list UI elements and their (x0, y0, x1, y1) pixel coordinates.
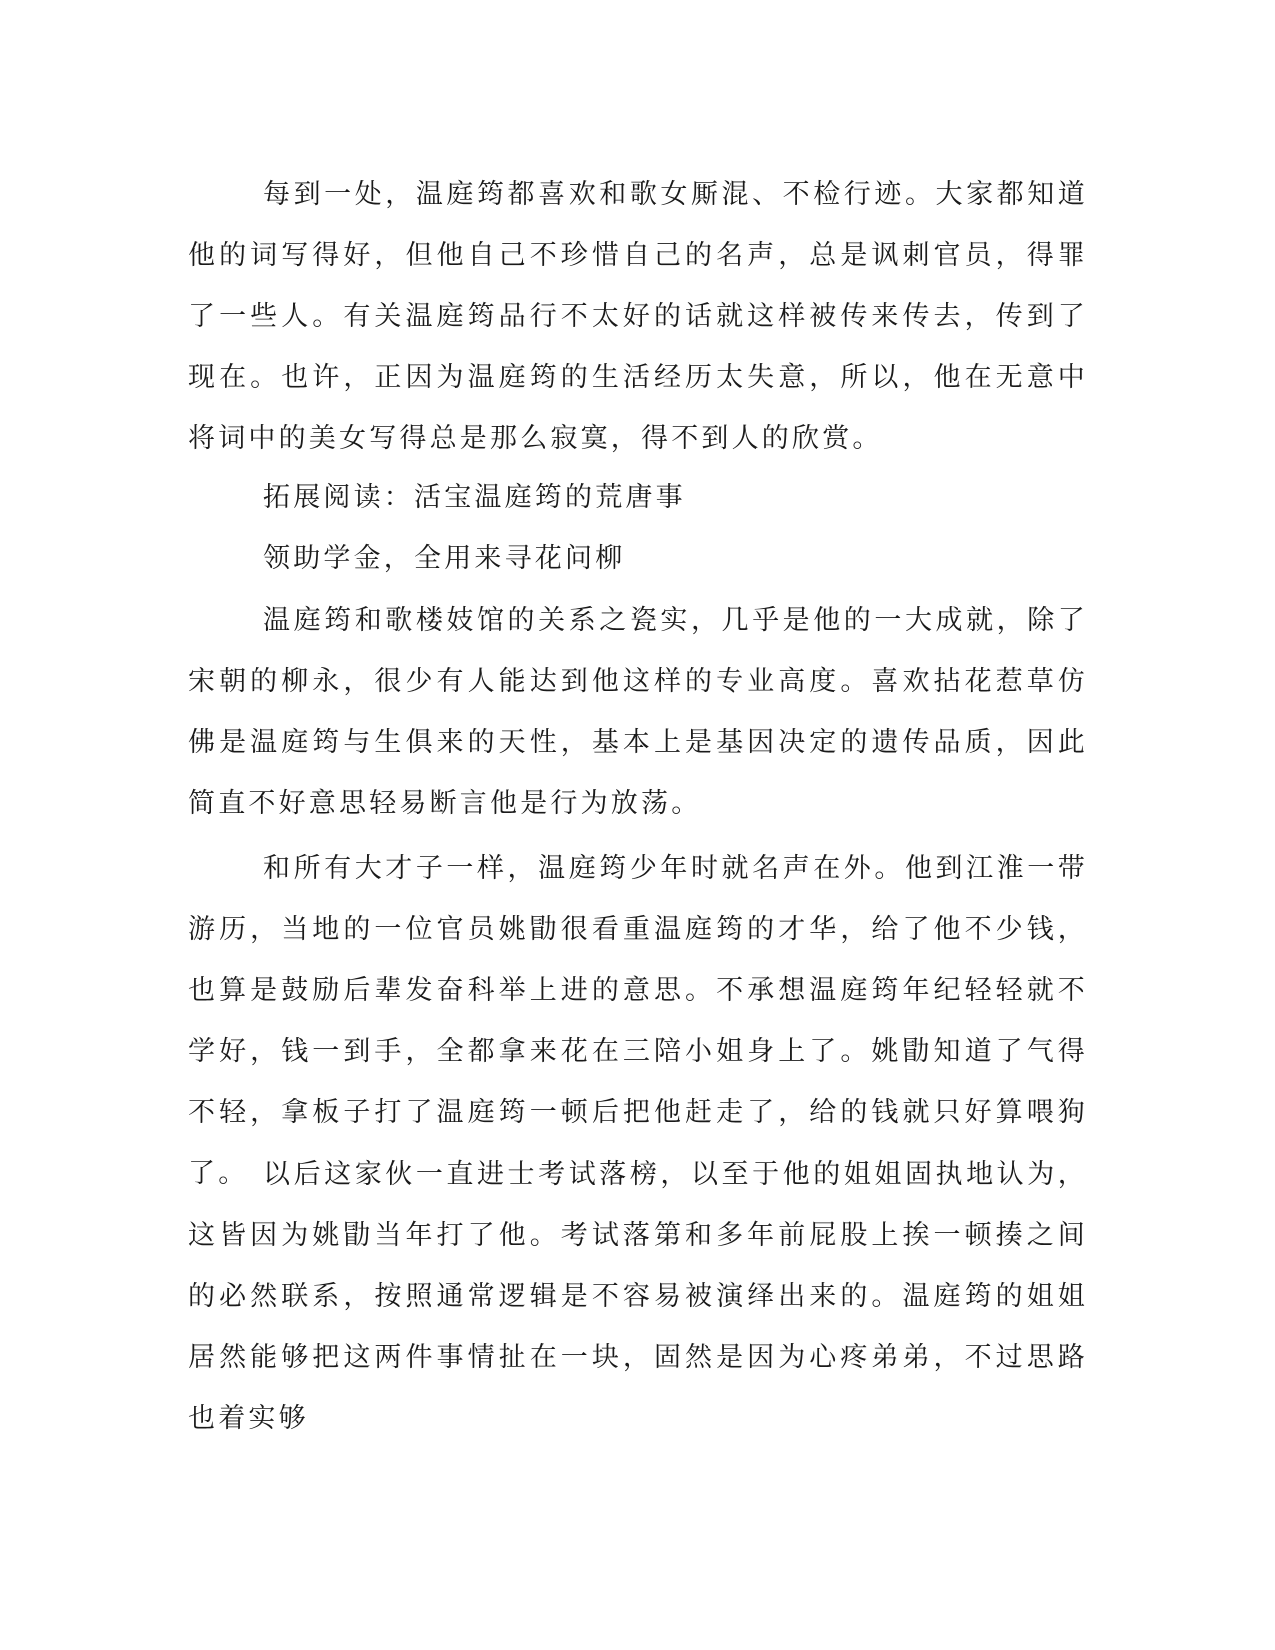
paragraph-3: 和所有大才子一样，温庭筠少年时就名声在外。他到江淮一带游历，当地的一位官员姚勖很看重温庭筠的才华，给了他不少钱，也算是鼓励后辈发奋科举上进的意思。不承想温庭筠年纪轻轻就不学好，钱一到手，全都拿来花在三陪小姐身上了。姚勖知道了气得不轻，拿板子打了温庭筠一顿后把他赶走了，给的钱就只好算喂狗了。 (188, 853, 1088, 1189)
subheading-section: 领助学金，全用来寻花问柳 (263, 543, 626, 574)
paragraph-4: 以后这家伙一直进士考试落榜，以至于他的姐姐固执地认为，这皆因为姚勖当年打了他。考试落第和多年前屁股上挨一顿揍之间的必然联系，按照通常逻辑是不容易被演绎出来的。温庭筠的姐姐居然能够把这两件事情扯在一块，固然是因为心疼弟弟，不过思路也着实够 (188, 1159, 1088, 1434)
paragraph-2: 温庭筠和歌楼妓馆的关系之瓷实，几乎是他的一大成就，除了宋朝的柳永，很少有人能达到他这样的专业高度。喜欢拈花惹草仿佛是温庭筠与生俱来的天性，基本上是基因决定的遗传品质，因此简直不好意思轻易断言他是行为放荡。 (188, 605, 1088, 819)
paragraph-1: 每到一处，温庭筠都喜欢和歌女厮混、不检行迹。大家都知道他的词写得好，但他自己不珍惜自己的名声，总是讽刺官员，得罪了一些人。有关温庭筠品行不太好的话就这样被传来传去，传到了现在。也许，正因为温庭筠的生活经历太失意，所以，他在无意中将词中的美女写得总是那么寂寞，得不到人的欣赏。 (188, 179, 1088, 454)
subheading-extended-reading: 拓展阅读：活宝温庭筠的荒唐事 (263, 482, 686, 513)
